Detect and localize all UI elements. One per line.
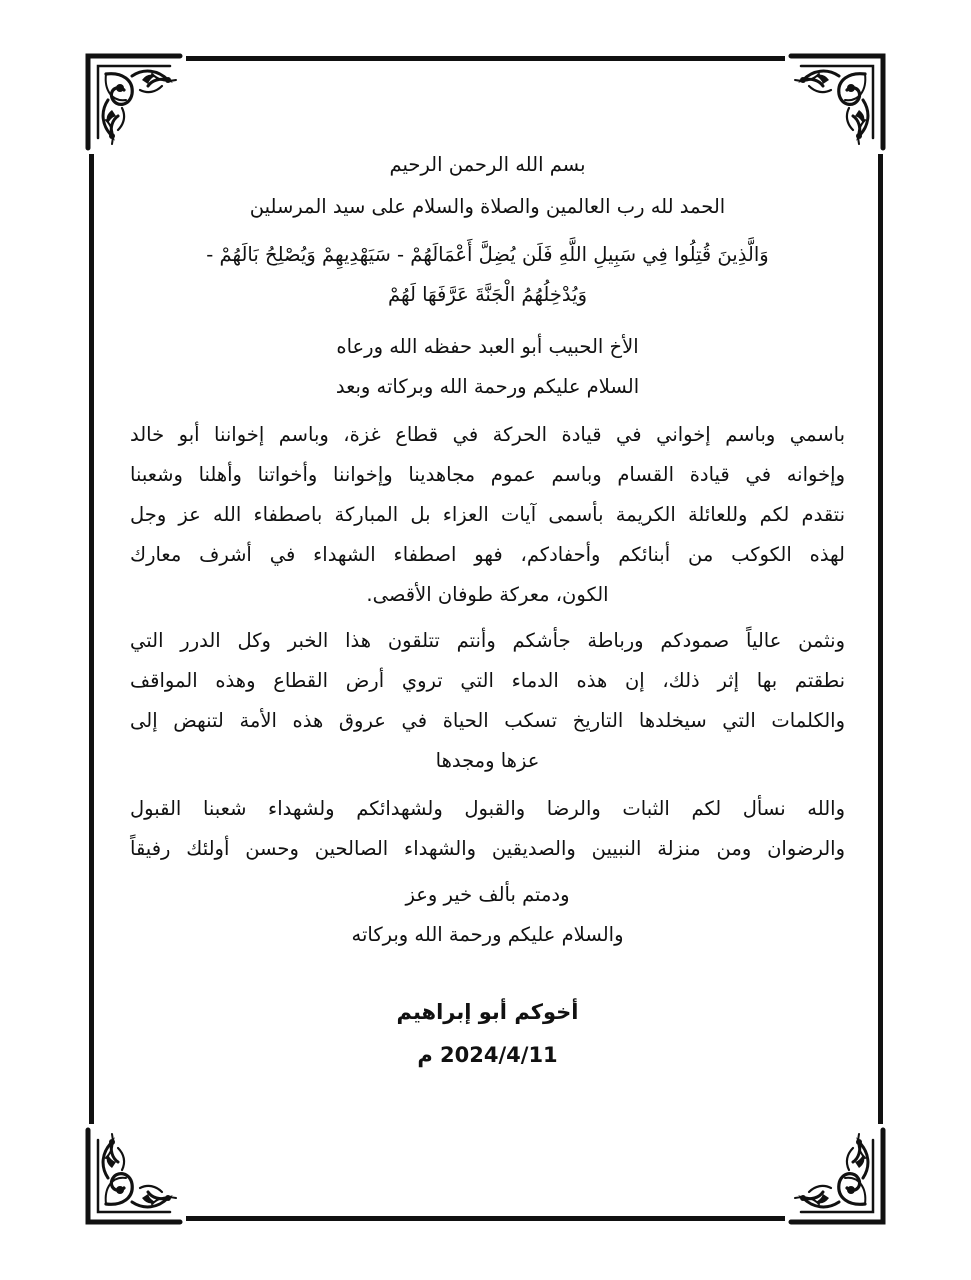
ornamental-corner-icon: [785, 50, 889, 154]
paragraph-line: والكلمات التي سيخلدها التاريخ تسكب الحياة في عروق هذه الأمة لتنهض إلى: [130, 709, 845, 732]
date-suffix: م: [417, 1043, 433, 1067]
paragraph-condolence: [130, 415, 845, 615]
quran-verse-line: وَيُدْخِلُهُمُ الْجَنَّةَ عَرَّفَهَا لَهُمْ: [388, 283, 587, 306]
hamd-line: الحمد لله رب العالمين والصلاة والسلام على سيد المرسلين: [249, 195, 726, 218]
paragraph-prayer: [130, 789, 845, 869]
paragraph-line: نتقدم لكم وللعائلة الكريمة بأسمى آيات العزاء بل المباركة باصطفاء الله عز وجل: [130, 503, 845, 526]
paragraph-line: والرضوان ومن منزلة النبيين والصديقين والشهداء الصالحين وحسن أولئك رفيقاً: [130, 837, 845, 860]
addressee-block: [130, 327, 845, 407]
paragraph-line: لهذه الكوكب من أبنائكم وأحفادكم، فهو اصطفاء الشهداء في أشرف معارك: [130, 543, 845, 566]
paragraph-line: باسمي وباسم إخواني في قيادة الحركة في قطاع غزة، وباسم إخواننا أبو خالد: [130, 423, 845, 446]
paragraph-line: والله نسأل لكم الثبات والرضا والقبول ولشهدائكم ولشهداء شعبنا القبول: [130, 797, 845, 820]
paragraph-appreciation: [130, 621, 845, 781]
ornamental-corner-icon: [82, 1124, 186, 1228]
paragraph-line: الكون، معركة طوفان الأقصى.: [366, 583, 609, 606]
quran-verse-line: وَالَّذِينَ قُتِلُوا فِي سَبِيلِ اللَّهِ فَلَن يُضِلَّ أَعْمَالَهُمْ - سَيَهْدِيهِمْ وَيُصْلِحُ بَالَهُمْ -: [206, 243, 769, 266]
signature: أخوكم أبو إبراهيم: [396, 1000, 579, 1024]
paragraph-line: عزها ومجدها: [435, 749, 540, 772]
greeting-line: السلام عليكم ورحمة الله وبركاته وبعد: [335, 375, 640, 398]
quran-verse: [130, 235, 845, 315]
paragraph-line: نطقتم بها إثر ذلك، إن هذه الدماء التي تروي أرض القطاع وهذه المواقف: [130, 669, 845, 692]
ornamental-corner-icon: [785, 1124, 889, 1228]
paragraph-line: ونثمن عالياً صمودكم ورباطة جأشكم وأنتم تتلقون هذا الخبر وكل الدرر التي: [130, 629, 845, 652]
date-value: 2024/4/11: [440, 1043, 558, 1067]
basmala-heading: بسم الله الرحمن الرحيم: [389, 153, 586, 176]
addressee-line: الأخ الحبيب أبو العبد حفظه الله ورعاه: [336, 335, 639, 358]
closing-block: [130, 875, 845, 955]
ornamental-corner-icon: [82, 50, 186, 154]
closing-line: ودمتم بألف خير وعز: [405, 883, 570, 906]
letter-date: [130, 1035, 845, 1075]
letter-body: [130, 145, 845, 1075]
closing-line: والسلام عليكم ورحمة الله وبركاته: [351, 923, 624, 946]
paragraph-line: وإخوانه في قيادة القسام وباسم عموم مجاهدينا وإخواننا وأخواتنا وأهلنا وشعبنا: [130, 463, 845, 486]
